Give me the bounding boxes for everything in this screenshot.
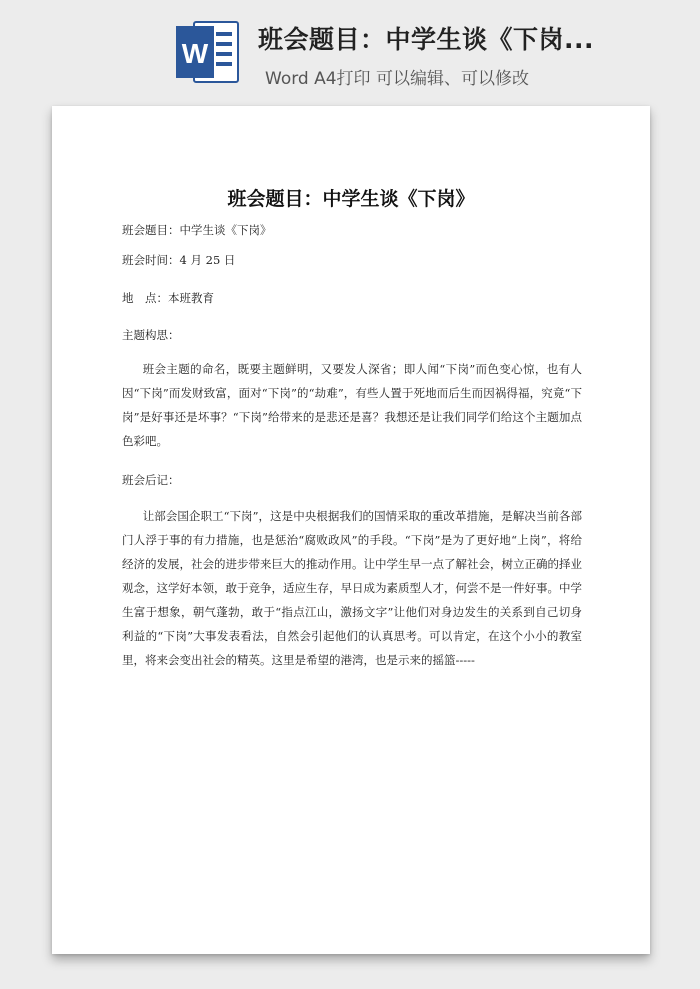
word-icon-letter: W: [181, 38, 209, 69]
meeting-topic-line: 班会题目：中学生谈《下岗》: [122, 223, 272, 237]
concept-heading: 主题构思：: [122, 328, 180, 342]
banner-title: 班会题目：中学生谈《下岗...: [258, 25, 594, 54]
afterword-paragraph: 让部会国企职工“下岗”，这是中央根据我们的国情采取的重改革措施，是解决当前各部门人浮于事的有力措施，也是惩治“腐败政风”的手段。“下岗”是为了更好地“上岗”，将给经济的发展，社会的进步带来巨大的推动作用。让中学生早一点了解社会，树立正确的择业观念，这学好本领，敢于竞争，适应生存，早日成为素质型人才，何尝不是一件好事。中学生富于想象，朝气蓬勃，敢于“指点江山，激扬文字”让他们对身边发生的关系到自己切身利益的“下岗”大事发表看法，自然会引起他们的认真思考。可以肯定，在这个小小的教室里，将来会变出社会的精英。这里是希望的港湾，也是示来的摇篮-----: [122, 509, 582, 667]
document-page: [52, 106, 650, 954]
meeting-place-line: 地 点：本班教育: [122, 291, 214, 305]
afterword-heading: 班会后记：: [122, 473, 180, 487]
concept-paragraph: 班会主题的命名，既要主题鲜明，又要发人深省；即人闻“下岗”而色变心惊，也有人因“下岗”而发财致富，面对“下岗”的“劫难”，有些人置于死地而后生而因祸得福，究竟“下岗”是好事还是坏事？“下岗”给带来的是悲还是喜？我想还是让我们同学们给这个主题加点色彩吧。: [122, 362, 582, 448]
meeting-time-line: 班会时间：4 月 25 日: [122, 253, 236, 267]
banner-subtitle: Word A4打印 可以编辑、可以修改: [265, 69, 529, 89]
preview-banner: [0, 0, 700, 100]
word-icon: [176, 20, 240, 84]
document-title: 班会题目：中学生谈《下岗》: [227, 188, 475, 210]
